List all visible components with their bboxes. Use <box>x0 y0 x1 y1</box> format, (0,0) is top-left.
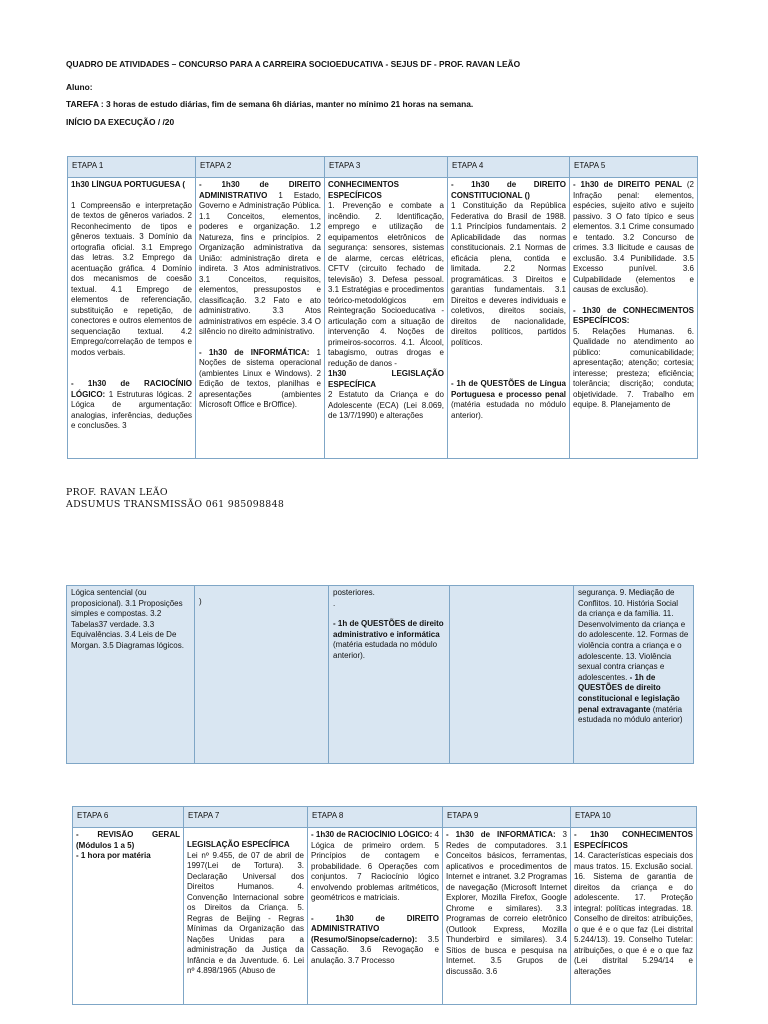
aluno-label: Aluno: <box>66 82 93 92</box>
etapa-9-cell <box>443 828 571 1005</box>
constitucional-heading: - 1h30 de DIREITO CONSTITUCIONAL () <box>451 180 566 200</box>
etapa-1-cell <box>68 178 196 459</box>
etapa-8-header: ETAPA 8 <box>308 807 443 828</box>
posteriores-text: posteriores. <box>333 588 375 597</box>
dir-adm-2-heading: - 1h30 de DIREITO ADMINISTRATIVO (Resumo/Sinopse/caderno): <box>311 913 439 944</box>
penal-topics: (2 Infração penal: elementos, espécies, sujeito ativo e sujeito passivo. 3 O fato típico e seus elementos. 3.1 Crime consumado e tentado. 3.2 Concurso de crimes. 3.3 Ilicitude e causas de exclusão. 3.4 Punibilidade. 3.5 Excesso punível. 3.6 Culpabilidade (elementos e causas de exclusão). <box>573 180 694 294</box>
conhecimentos-topics: 1. Prevenção e combate a incêndio. 2. Identificação, emprego e utilização de equipamentos eletrônicos de segurança: sensores, sistemas de alarme, cercas elétricas, CFTV (circuito fechado de televisão) 3. Defesa pessoal. 3.1 Estratégias e procedimentos teórico-metodológicos em Reintegração Socioeducativa - articulação com a situação de intervenção 4. Noções de primeiros-socorros. 4.1. Álcool, tabagismo, outras drogas e redução de danos - <box>328 201 444 368</box>
etapa-1-continued <box>67 586 195 764</box>
etapa-6-header: ETAPA 6 <box>73 807 184 828</box>
raciocinio-2-topics: 4 Lógica de primeiro ordem. 5 Princípios de contagem e probabilidade. 6 Operações com conjuntos. 7 Raciocínio lógico envolvendo problemas aritméticos, geométricos e matriciais. <box>311 830 439 902</box>
etapa-5-cell <box>570 178 698 459</box>
etapa-3-continued <box>329 586 450 764</box>
raciocinio-topics: 1 Estruturas lógicas. 2 Lógica de argumentação: analogias, inferências, deduções e conclusões. 3 <box>71 389 192 430</box>
especificos-continued: segurança. 9. Mediação de Conflitos. 10. História Social da criança e da família. 11. Desenvolvimento da criança e do adolescente. 12. Formas de violência contra a criança e o adolescente. 13. Violência sexual contra crianças e adolescentes. <box>578 588 689 682</box>
etapa-4-header: ETAPA 4 <box>448 157 570 178</box>
etapa-9-header: ETAPA 9 <box>443 807 571 828</box>
etapa-1-header: ETAPA 1 <box>68 157 196 178</box>
dot-text: . <box>333 598 336 608</box>
revisao-note: - 1 hora por matéria <box>76 851 151 860</box>
questoes-adm-note: (matéria estudada no módulo anterior). <box>333 640 438 660</box>
etapa-8-cell <box>308 828 443 1005</box>
informatica-topics: 1 Noções de sistema operacional (ambientes Linux e Windows). 2 Edição de textos, planilhas e apresentações (ambientes Microsoft Office e BrOffice). <box>199 347 321 409</box>
etapa-5-header: ETAPA 5 <box>570 157 698 178</box>
questoes-adm-heading: - 1h de QUESTÕES de direito administrativo e informática <box>333 619 444 639</box>
informatica-2-topics: 3 Redes de computadores. 3.1 Conceitos básicos, ferramentas, aplicativos e procedimentos de Internet e intranet. 3.2 Programas de navegação (Microsoft Internet Explorer, Mozilla Firefox, Google Chrome e similares). 3.3 Programas de correio eletrônico (Outlook Express, Mozilla Thunderbird e similares). 3.4 Sítios de busca e pesquisa na Internet. 3.5 Grupos de discussão. 3.6 <box>446 830 567 976</box>
activities-table-1-continued <box>66 585 694 764</box>
questoes-constitucional-note: (matéria estudada no módulo anterior) <box>578 704 683 725</box>
constitucional-topics: 1 Constituição da República Federativa do Brasil de 1988. 1.1 Princípios fundamentais. 2 Aplicabilidade das normas constitucionais. 2.1 Normas de eficácia plena, contida e limitada. 2.2 Normas programáticas. 3 Direitos e garantias fundamentais. 3.1 Direitos e deveres individuais e coletivos, direitos sociais, direitos de nacionalidade, direitos políticos, partidos políticos. <box>451 201 566 347</box>
etapa-3-header: ETAPA 3 <box>325 157 448 178</box>
conhecimentos-heading: CONHECIMENTOS ESPECÍFICOS <box>328 180 399 200</box>
etapa-7-header: ETAPA 7 <box>184 807 308 828</box>
adsumus-contact: ADSUMUS TRANSMISSÃO 061 985098848 <box>66 499 285 510</box>
etapa-4-cell <box>448 178 570 459</box>
especificos-heading: - 1h30 de CONHECIMENTOS ESPECÍFICOS: <box>573 305 694 325</box>
paren-close: ) <box>199 597 202 606</box>
etapa-7-cell <box>184 828 308 1005</box>
raciocinio-heading: - 1h30 de RACIOCÍNIO LÓGICO: <box>71 379 192 399</box>
portugues-heading: 1h30 LÍNGUA PORTUGUESA ( <box>71 180 186 189</box>
etapa-2-header: ETAPA 2 <box>196 157 325 178</box>
especificos-topics: 5. Relações Humanas. 6. Qualidade no atendimento ao público: comunicabilidade; apresentação; atenção; cortesia; interesse; presteza; eficiência; tolerância; discrição; conduta; objetividade. 7. Trabalho em equipe. 8. Planejamento de <box>573 326 694 409</box>
revisao-heading: - REVISÃO GERAL (Módulos 1 a 5) <box>76 830 180 850</box>
questoes-portugues-heading: - 1h de QUESTÕES de Língua Portuguesa e processo penal <box>451 379 566 399</box>
informatica-2-heading: - 1h30 de INFORMÁTICA: <box>446 830 556 839</box>
etapa-4-continued <box>450 586 574 764</box>
logica-topics: Lógica sentencial (ou proposicional). 3.1 Proposições simples e compostas. 3.2 Tabelas37 verdade. 3.3 Equivalências. 3.4 Leis de De Morgan. 3.5 Diagramas lógicos. <box>71 588 184 650</box>
questoes-constitucional-heading: - 1h de QUESTÕES de direito constitucional e legislação penal extravagante <box>578 672 680 714</box>
informatica-heading: - 1h30 de INFORMÁTICA: <box>199 347 310 357</box>
penal-heading: - 1h30 de DIREITO PENAL <box>573 180 683 189</box>
etapa-10-cell <box>571 828 697 1005</box>
legislacao-topics: 2 Estatuto da Criança e do Adolescente (ECA) (Lei 8.069, de 13/7/1990) e alterações <box>328 390 444 420</box>
portugues-topics: 1 Compreensão e interpretação de textos de gêneros variados. 2 Reconhecimento de tipos e gêneros textuais. 3 Domínio da ortografia oficial. 3.1 Emprego das letras. 3.2 Emprego da acentuação gráfica. 4 Domínio dos mecanismos de coesão textual. 4.1 Emprego de elementos de referenciação, substituição e repetição, de conectores e outros elementos de sequenciação textual. 4.2 Emprego/correlação de tempos e modos verbais. <box>71 200 192 357</box>
document-title: QUADRO DE ATIVIDADES – CONCURSO PARA A CARREIRA SOCIOEDUCATIVA - SEJUS DF - PROF. RAVAN LEÃO <box>66 59 521 69</box>
activities-table-2 <box>72 806 697 1005</box>
tarefa-text: TAREFA : 3 horas de estudo diárias, fim de semana 6h diárias, manter no mínimo 21 horas na semana. <box>66 99 474 109</box>
dir-adm-topics: 1 Estado, Governo e Administração Pública. 1.1 Conceitos, elementos, poderes e organização. 1.2 Natureza, fins e princípios. 2 Organização administrativa da União: administração direta e indireta. 3 Atos administrativos. 3.1 Conceitos, requisitos, elementos, pressupostos e classificação. 3.2 Fato e ato administrativo. 3.3 Atos administrativos em espécie. 3.4 O silêncio no direito administrativo. <box>199 190 321 336</box>
legislacao-heading: 1h30 LEGISLAÇÃO ESPECÍFICA <box>328 369 444 389</box>
etapa-10-header: ETAPA 10 <box>571 807 697 828</box>
professor-name: PROF. RAVAN LEÃO <box>66 487 168 498</box>
especificos-2-topics: 14. Características especiais dos maus tratos. 15. Exclusão social. 16. Sistema de garantia de direitos da criança e do adolescente. 17. Proteção integral: políticas integradas. 18. Conselho de direitos: atribuições, o que é e o que faz (Lei distrital 5.244/13). 19. Conselho Tutelar: atribuições, o que é e o que faz (Lei distrital 5.294/14 e alterações <box>574 851 693 976</box>
etapa-3-cell <box>325 178 448 459</box>
legislacao-especifica-topics: Lei nº 9.455, de 07 de abril de 1997(Lei de Tortura). 3. Declaração Universal dos Direitos Humanos. 4. Convenção Internacional sobre os Direitos da Criança. 5. Regras de Beijing - Regras Mínimas da Organização das Nações Unidas para a administração da Justiça da Infância e da Juventude. 6. Lei nº 4.898/1965 (Abuso de <box>187 850 304 975</box>
inicio-execucao: INÍCIO DA EXECUÇÃO / /20 <box>66 117 175 127</box>
activities-table-1 <box>67 156 698 459</box>
etapa-6-cell <box>73 828 184 1005</box>
raciocinio-2-heading: - 1h30 de RACIOCÍNIO LÓGICO: <box>311 830 433 839</box>
dir-adm-2-topics: 3.5 Cassação. 3.6 Revogação e anulação. 3.7 Processo <box>311 934 439 965</box>
especificos-2-heading: - 1h30 CONHECIMENTOS ESPECÍFICOS <box>574 830 693 850</box>
etapa-2-continued <box>195 586 329 764</box>
legislacao-especifica-heading: LEGISLAÇÃO ESPECÍFICA <box>187 840 290 849</box>
dir-adm-heading: - 1h30 de DIREITO ADMINISTRATIVO <box>199 180 321 200</box>
questoes-portugues-note: (matéria estudada no módulo anterior). <box>451 400 566 420</box>
etapa-5-continued <box>574 586 694 764</box>
etapa-2-cell <box>196 178 325 459</box>
